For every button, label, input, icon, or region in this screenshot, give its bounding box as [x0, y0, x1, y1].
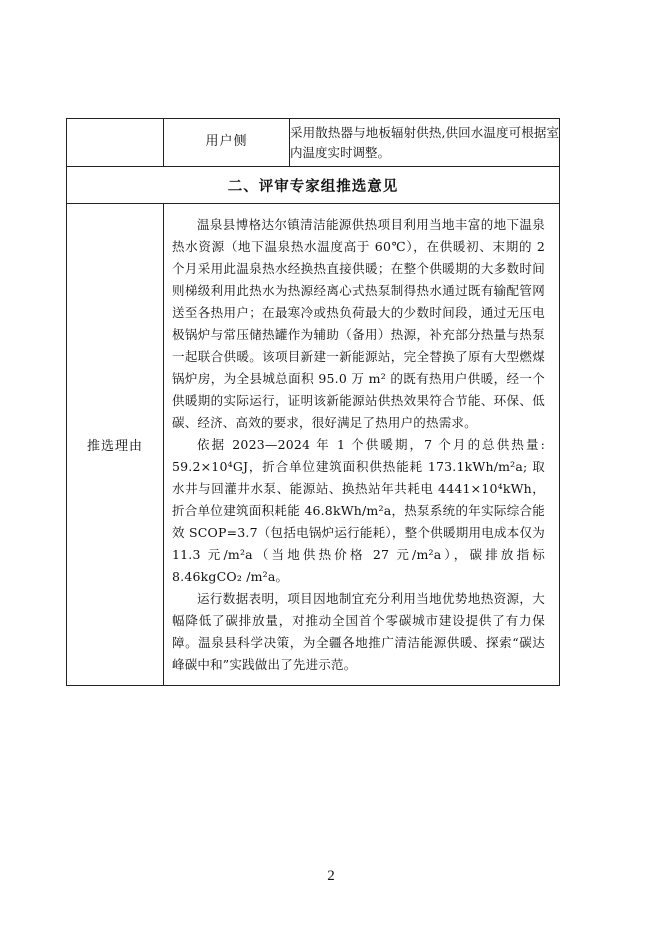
section-title: 二、评审专家组推选意见 [67, 167, 560, 204]
reason-label: 推选理由 [67, 204, 164, 686]
reason-content [164, 204, 560, 686]
page-number: 2 [327, 868, 335, 884]
reason-paragraph-1: 温泉县博格达尔镇清洁能源供热项目利用当地丰富的地下温泉热水资源（地下温泉热水温度高于 60℃），在供暖初、末期的 2 个月采用此温泉热水经换热直接供暖；在整个供暖期的大多数时间则梯级利用此热水为热源经离心式热泵制得热水通过既有输配管网送至各热用户；在最寒冷或热负荷最大的少数时间段，通过无压电极锅炉与常压储热罐作为辅助（备用）热源，补充部分热量与热泵一起联合供暖。该项目新建一新能源站，完全替换了原有大型燃煤锅炉房，为全县城总面积 95.0 万 m² 的既有热用户供暖，经一个供暖期的实际运行，证明该新能源站供热效果符合节能、环保、低碳、经济、高效的要求，很好满足了热用户的热需求。 [172, 217, 545, 430]
section-title-row [67, 167, 560, 204]
user-side-label-cell [164, 119, 290, 167]
user-side-row [67, 119, 560, 167]
reason-paragraph-3: 运行数据表明，项目因地制宜充分利用当地优势地热资源，大幅降低了碳排放量，对推动全国首个零碳城市建设提供了有力保障。温泉县科学决策，为全疆各地推广清洁能源供暖、探索“碳达峰碳中和”实践做出了先进示范。 [172, 591, 545, 672]
user-side-label: 用户侧 [205, 134, 248, 150]
empty-cell [67, 119, 164, 167]
review-table [66, 118, 560, 686]
user-side-description: 采用散热器与地板辐射供热,供回水温度可根据室内温度实时调整。 [290, 119, 560, 167]
reason-paragraph-2: 依据 2023—2024 年 1 个供暖期，7 个月的总供热量: 59.2×10⁴GJ，折合单位建筑面积供热能耗 173.1kWh/m²a; 取水井与回灌井水泵、能源站、换热站年共耗电 4441×10⁴kWh，折合单位建筑面积耗能 46.8kWh/m²a，热泵系统的年实际综合能效 SCOP=3.7（包括电锅炉运行能耗），整个供暖期用电成本仅为 11.3 元/m²a（当地供热价格 27 元/m²a），碳排放指标 8.46kgCO₂ /m²a。 [172, 437, 545, 584]
reason-row [67, 204, 560, 686]
